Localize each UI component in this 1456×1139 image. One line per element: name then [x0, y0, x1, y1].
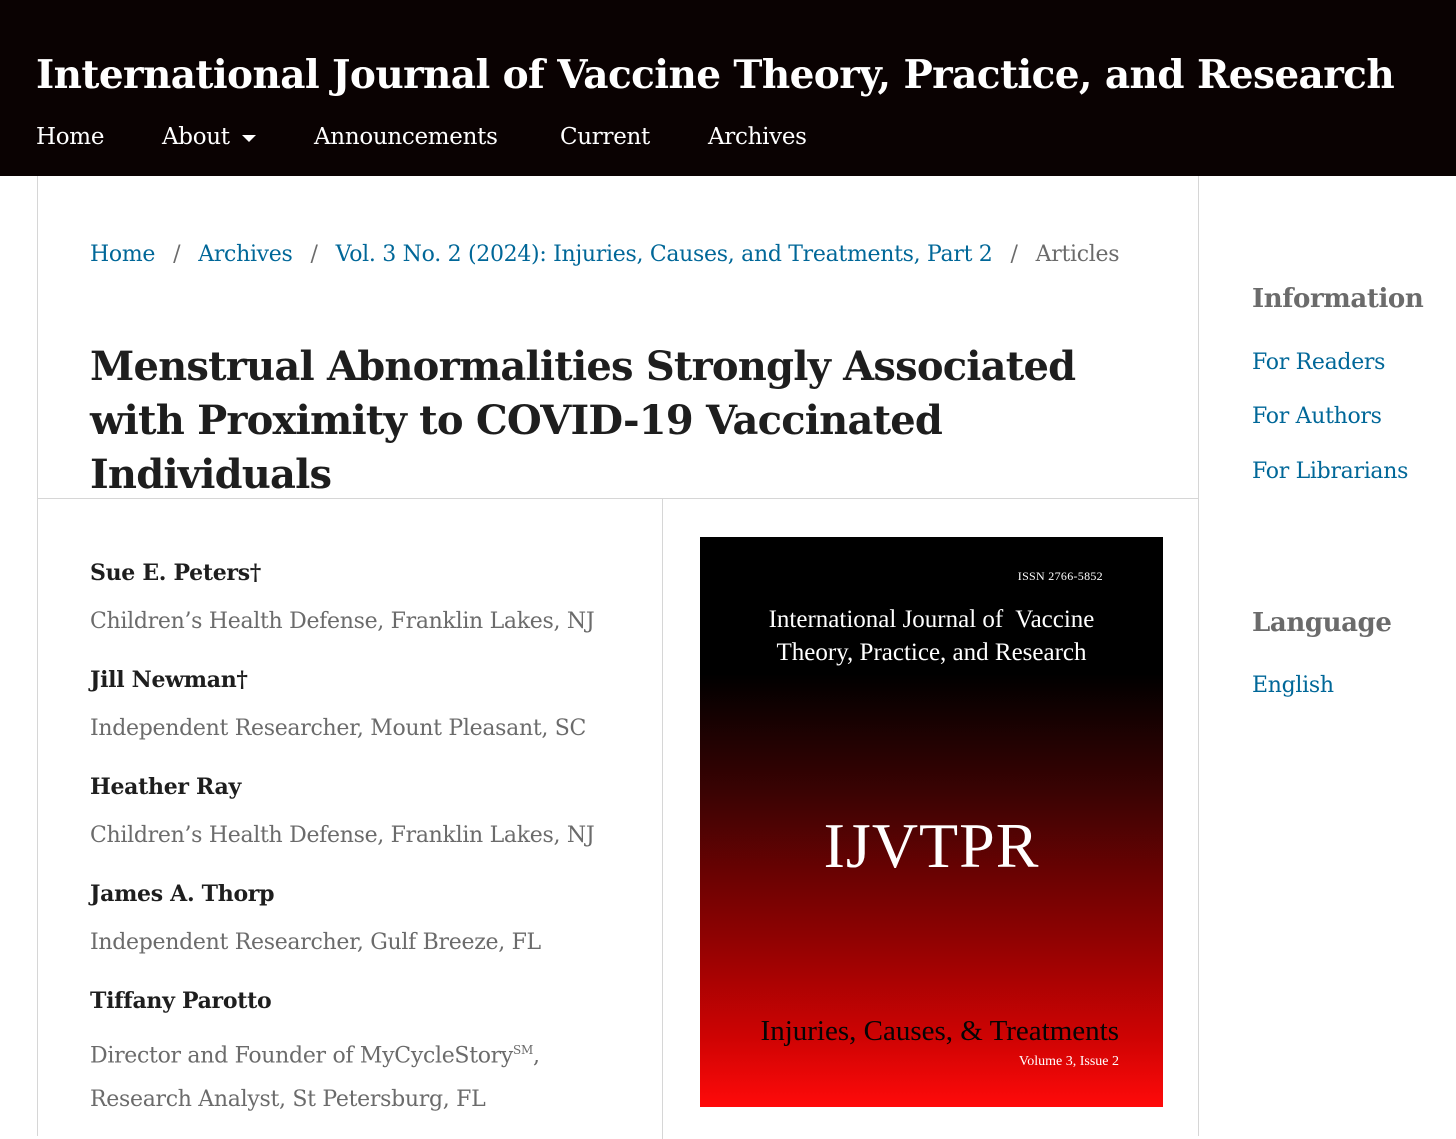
author-affiliation: Children’s Health Defense, Franklin Lakes, NJ	[90, 609, 595, 634]
author-item	[90, 988, 540, 1122]
cover-issn: ISSN 2766-5852	[1017, 569, 1103, 583]
breadcrumb-current: Articles	[1035, 242, 1120, 267]
issue-cover-image[interactable]	[700, 537, 1163, 1107]
cover-abbreviation: IJVTPR	[823, 810, 1040, 881]
article-title: Menstrual Abnormalities Strongly Associated with Proximity to COVID-19 Vaccinated Individuals	[90, 343, 1076, 498]
site-header	[0, 0, 1456, 176]
author-affiliation-punct: ,	[532, 1043, 540, 1069]
breadcrumb-separator: /	[173, 242, 181, 267]
sidebar-link-for-authors[interactable]: For Authors	[1252, 404, 1382, 429]
author-name: Tiffany Parotto	[90, 988, 272, 1014]
sidebar-link-for-librarians[interactable]: For Librarians	[1252, 459, 1409, 484]
sidebar-language-heading: Language	[1252, 608, 1392, 638]
breadcrumb	[90, 242, 1119, 267]
author-name: Jill Newman†	[90, 667, 248, 693]
breadcrumb-separator: /	[310, 242, 318, 267]
nav-item-archives[interactable]: Archives	[708, 124, 807, 150]
author-affiliation: Independent Researcher, Gulf Breeze, FL	[90, 930, 541, 955]
cover-journal-title	[700, 603, 1163, 669]
sidebar-information-heading: Information	[1252, 284, 1424, 314]
cover-journal-line1: International Journal of Vaccine	[768, 606, 1095, 633]
cover-journal-line2: Theory, Practice, and Research	[776, 639, 1087, 666]
caret-down-icon	[242, 135, 256, 142]
author-affiliation-line2: Research Analyst, St Petersburg, FL	[90, 1087, 486, 1113]
author-item	[90, 560, 594, 644]
nav-item-home[interactable]: Home	[36, 124, 105, 150]
sidebar-link-for-readers[interactable]: For Readers	[1252, 350, 1386, 375]
author-name: Heather Ray	[90, 774, 241, 800]
author-item	[90, 667, 586, 751]
author-affiliation-text: Director and Founder of MyCycleStory	[90, 1043, 514, 1069]
author-name: James A. Thorp	[90, 881, 275, 907]
author-affiliation: Children’s Health Defense, Franklin Lakes, NJ	[90, 823, 595, 848]
author-affiliation	[90, 1028, 540, 1078]
nav-item-about[interactable]	[162, 124, 256, 150]
author-item	[90, 881, 541, 965]
nav-item-announcements[interactable]: Announcements	[314, 124, 498, 150]
breadcrumb-home[interactable]: Home	[90, 242, 156, 267]
breadcrumb-separator: /	[1010, 242, 1018, 267]
breadcrumb-issue[interactable]: Vol. 3 No. 2 (2024): Injuries, Causes, and Treatments, Part 2	[335, 242, 993, 267]
cover-topic: Injuries, Causes, & Treatments	[760, 1015, 1119, 1047]
nav-item-current[interactable]: Current	[560, 124, 650, 150]
author-affiliation: Independent Researcher, Mount Pleasant, SC	[90, 716, 587, 741]
cover-volume: Volume 3, Issue 2	[1018, 1054, 1119, 1069]
service-mark: SM	[513, 1043, 533, 1057]
site-title[interactable]: International Journal of Vaccine Theory, Practice, and Research	[36, 52, 1395, 98]
author-item	[90, 774, 594, 858]
sidebar-link-english[interactable]: English	[1252, 673, 1334, 698]
author-name: Sue E. Peters†	[90, 560, 262, 586]
breadcrumb-archives[interactable]: Archives	[198, 242, 293, 267]
nav-item-about-label: About	[162, 124, 230, 150]
column-divider	[662, 499, 663, 1139]
